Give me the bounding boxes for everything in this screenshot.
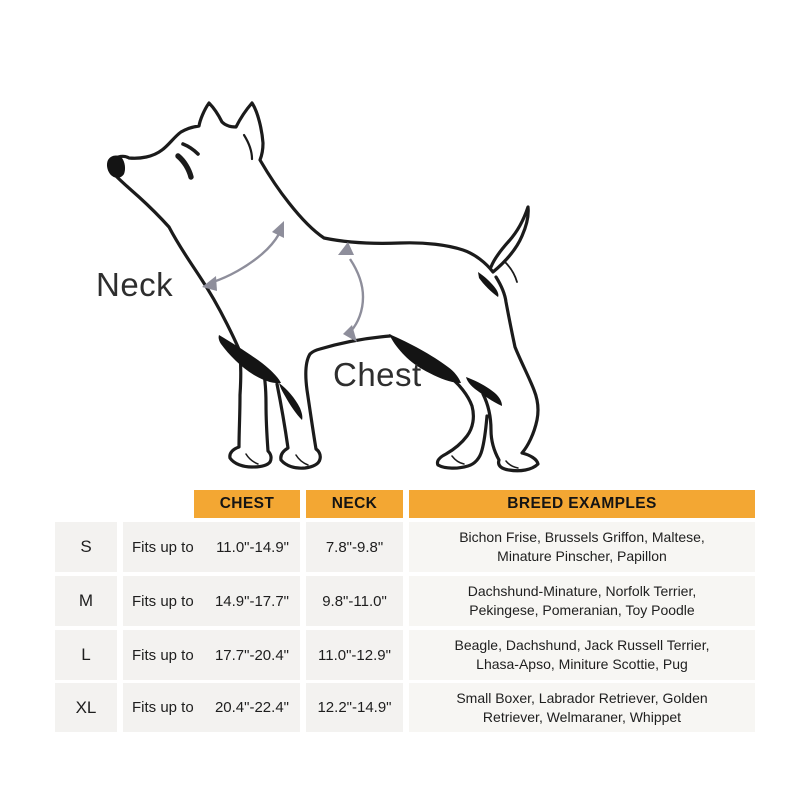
dog-front-leg-near	[116, 176, 271, 467]
header-chest-cell	[123, 490, 300, 518]
chest-measure-arrow	[338, 242, 363, 342]
breed-examples-cell-l	[409, 630, 755, 680]
header-chest-label: CHEST	[194, 490, 300, 518]
size-cell-xl: XL	[55, 683, 117, 732]
chest-range-cell-m	[123, 576, 300, 626]
neck-measure-arrow	[202, 221, 284, 291]
size-cell-m: M	[55, 576, 117, 626]
dog-nose	[107, 156, 125, 178]
breed-line: Lhasa-Apso, Miniture Scottie, Pug	[476, 656, 688, 672]
header-neck-label: NECK	[306, 490, 403, 518]
neck-range-cell-l: 11.0"-12.9"	[306, 630, 403, 680]
chest-range-cell-s	[123, 522, 300, 572]
dog-rear-leg-near	[483, 277, 538, 471]
breed-examples-cell-xl	[409, 683, 755, 732]
chest-arrowhead-up	[338, 242, 354, 255]
breed-examples-cell-s	[409, 522, 755, 572]
chest-label: Chest	[333, 356, 422, 393]
size-cell-l: L	[55, 630, 117, 680]
neck-range-cell-xl: 12.2"-14.9"	[306, 683, 403, 732]
fits-up-to-label: Fits up to	[132, 538, 194, 556]
dog-body-outline	[113, 103, 528, 272]
fits-up-to-label: Fits up to	[132, 646, 194, 664]
size-cell-s: S	[55, 522, 117, 572]
dog-ear-inner-line	[244, 135, 252, 159]
dog-tail-inner-line	[505, 262, 517, 282]
header-breeds-cell	[409, 490, 755, 518]
header-breeds-label: BREED EXAMPLES	[409, 490, 755, 518]
dog-mouth	[178, 156, 191, 177]
breed-line: Pekingese, Pomeranian, Toy Poodle	[469, 602, 695, 618]
chest-range-value: 11.0"-14.9"	[216, 538, 289, 556]
neck-range-cell-s: 7.8"-9.8"	[306, 522, 403, 572]
neck-label: Neck	[96, 266, 174, 303]
chest-range-cell-l	[123, 630, 300, 680]
fits-up-to-label: Fits up to	[132, 699, 194, 716]
size-chart-table	[55, 490, 755, 732]
neck-range-cell-m: 9.8"-11.0"	[306, 576, 403, 626]
breed-line: Minature Pinscher, Papillon	[497, 548, 667, 564]
breed-line: Dachshund-Minature, Norfolk Terrier,	[467, 583, 697, 599]
chest-range-value: 14.9"-17.7"	[214, 592, 289, 610]
dog-eye	[183, 144, 198, 154]
header-neck-cell	[306, 490, 403, 518]
breed-line: Beagle, Dachshund, Jack Russell Terrier,	[454, 637, 710, 653]
breed-line: Retriever, Welmaraner, Whippet	[482, 708, 682, 725]
breed-line: Small Boxer, Labrador Retriever, Golden	[456, 689, 708, 706]
chest-range-cell-xl	[123, 683, 300, 732]
fits-up-to-label: Fits up to	[132, 592, 194, 610]
dog-shoulder-accent	[219, 335, 281, 383]
chest-range-value: 20.4"-22.4"	[214, 699, 289, 716]
chest-range-value: 17.7"-20.4"	[214, 646, 289, 664]
breed-examples-cell-m	[409, 576, 755, 626]
breed-line: Bichon Frise, Brussels Griffon, Maltese,	[459, 529, 705, 545]
